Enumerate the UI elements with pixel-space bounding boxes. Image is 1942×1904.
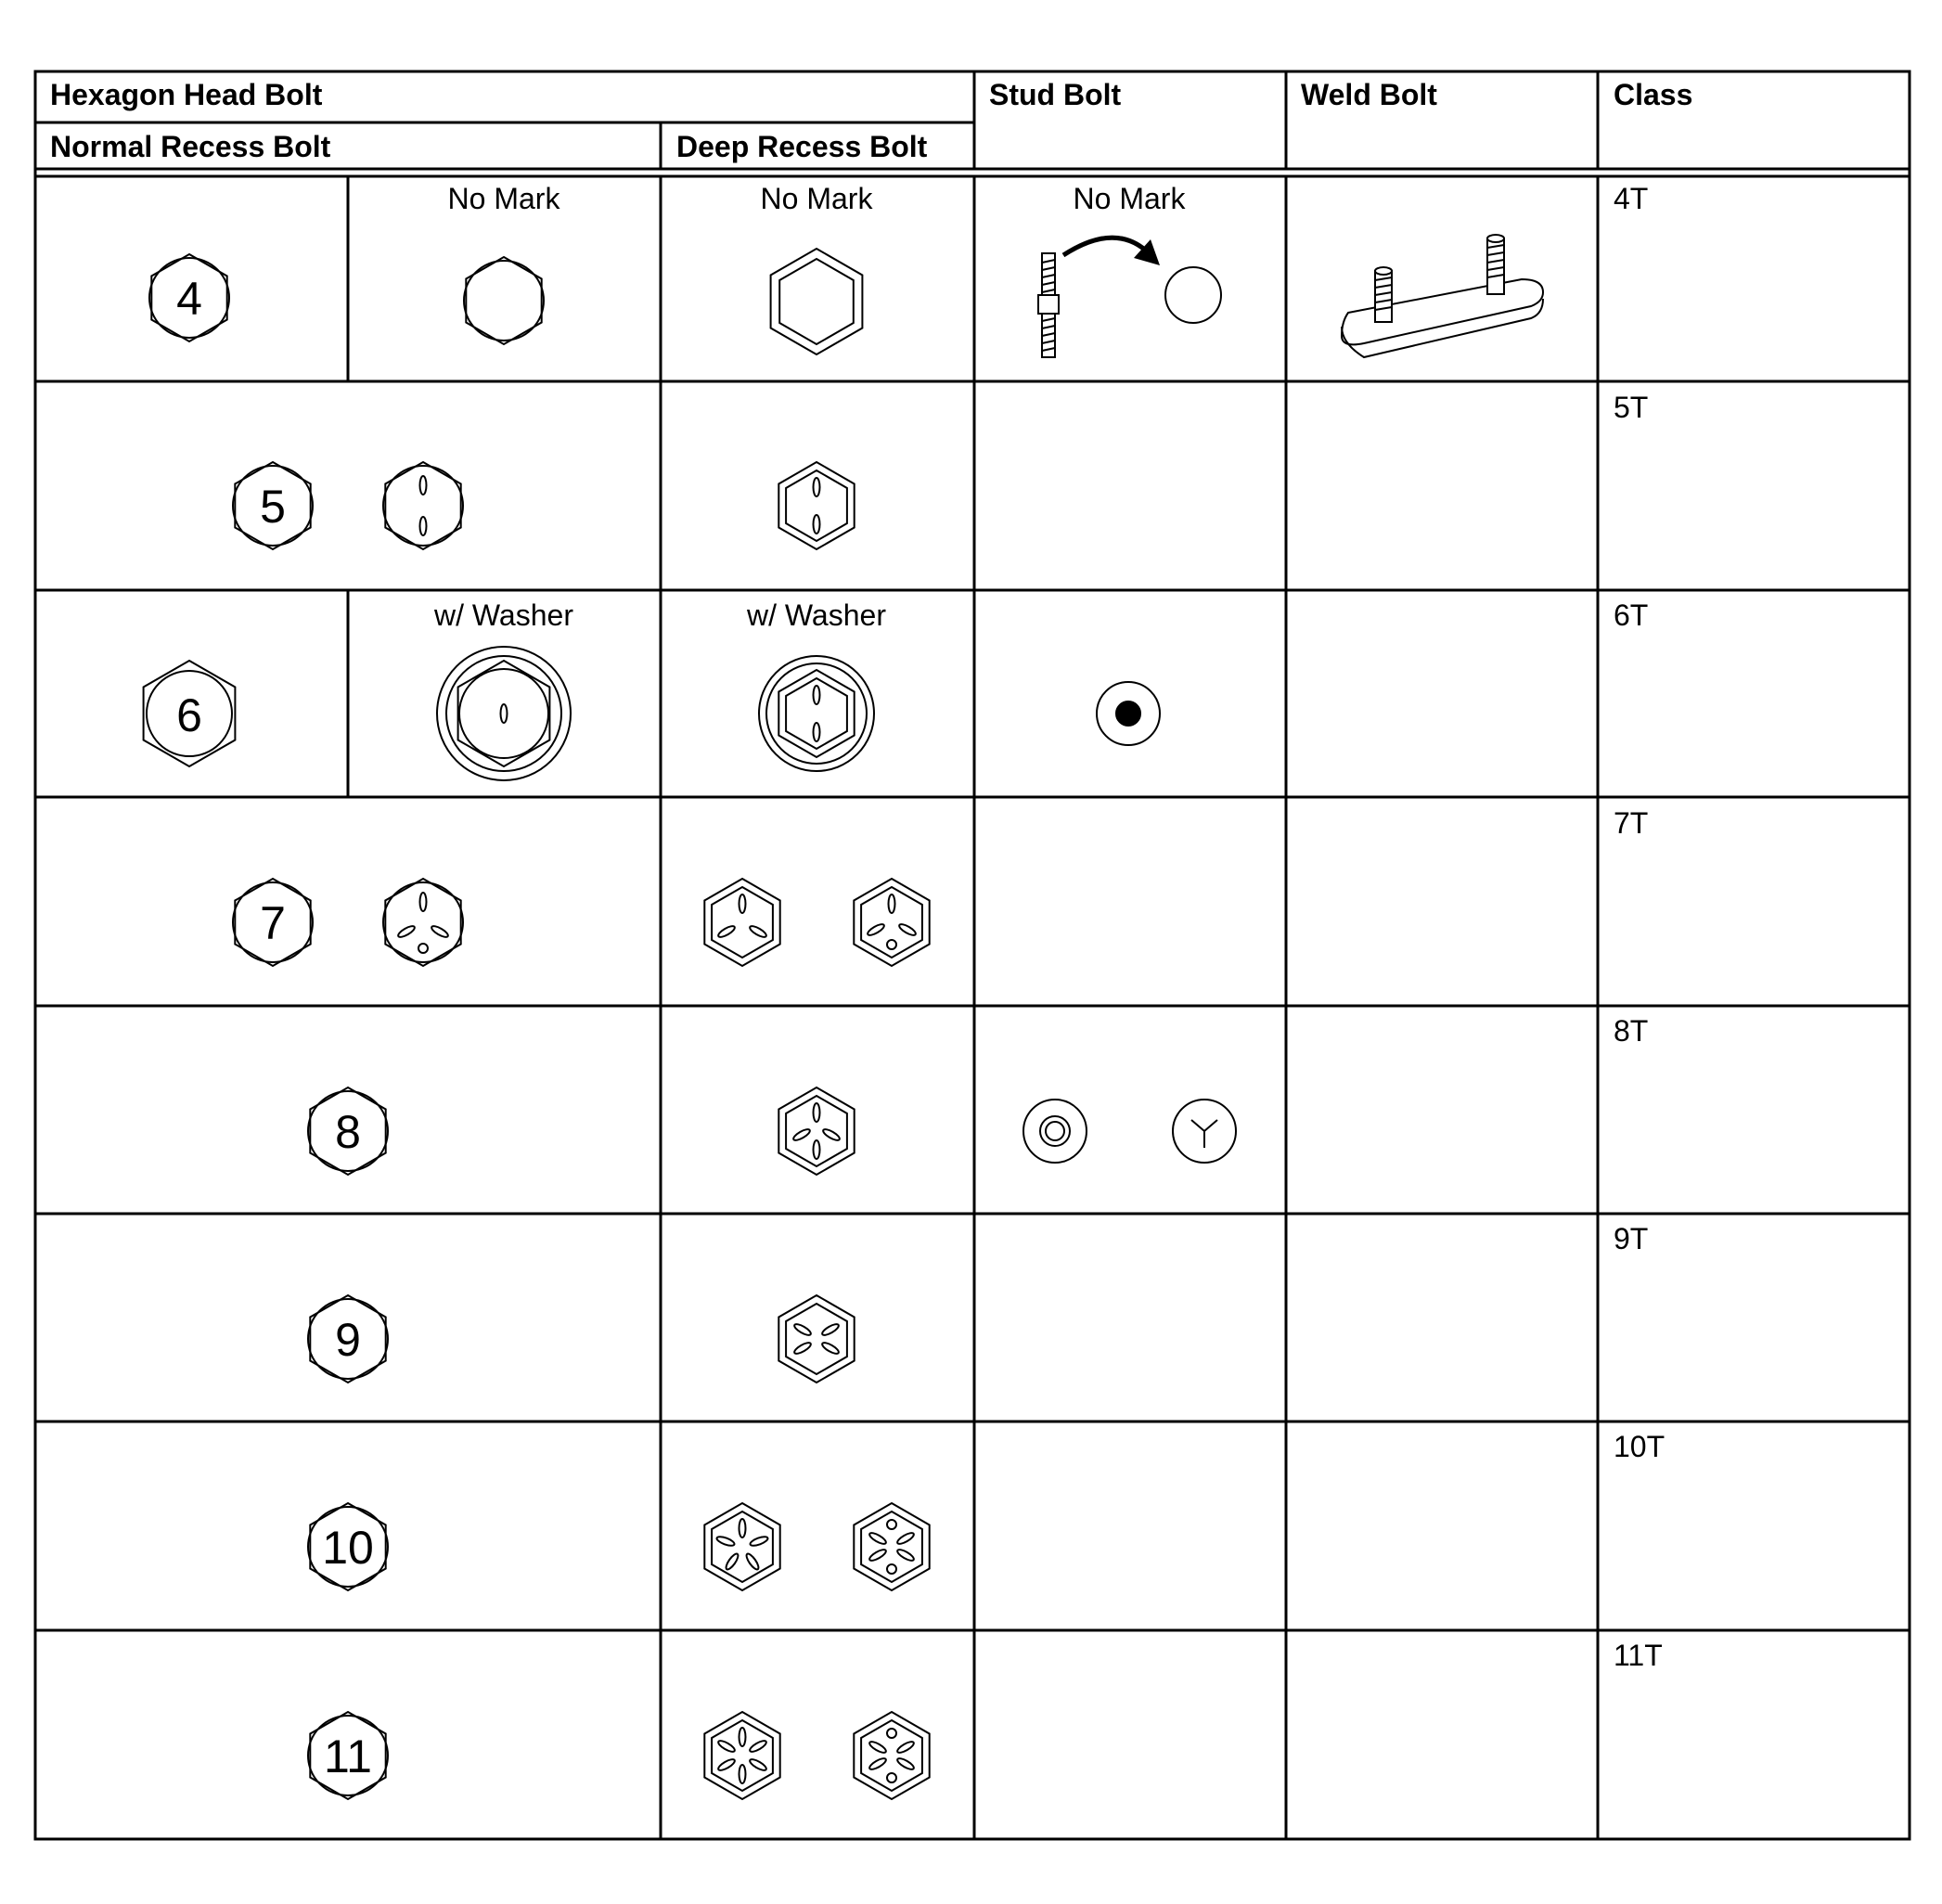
- hex-head-4-icon: [149, 254, 229, 341]
- head-number-7: 7: [260, 897, 286, 949]
- note-with-washer-normal: w/ Washer: [434, 598, 573, 632]
- table-grid: [35, 71, 1910, 1839]
- hex-head-8-icon: [308, 1087, 388, 1175]
- head-number-5: 5: [260, 481, 286, 533]
- header-class: Class: [1614, 78, 1693, 111]
- header-hexagon-head-bolt: Hexagon Head Bolt: [50, 78, 323, 111]
- head-number-9: 9: [335, 1314, 361, 1366]
- class-label-5t: 5T: [1614, 391, 1649, 424]
- deep-recess-washer-two-dash-icon: [759, 656, 874, 771]
- hex-head-5-icon: [233, 462, 313, 549]
- hex-head-10-icon: [308, 1503, 388, 1590]
- arrow-icon: [1063, 238, 1160, 265]
- class-label-8t: 8T: [1614, 1014, 1649, 1048]
- note-with-washer-deep: w/ Washer: [747, 598, 886, 632]
- class-label-11t: 11T: [1614, 1639, 1663, 1672]
- weld-bolt-icon: [1342, 235, 1543, 357]
- hex-no-mark-icon: [464, 257, 544, 344]
- note-no-mark-stud: No Mark: [1073, 182, 1186, 215]
- deep-recess-six-dash-icon: [704, 1712, 779, 1799]
- stud-dot-icon: [1097, 682, 1160, 745]
- deep-recess-no-mark-icon: [771, 249, 863, 354]
- stud-y-mark-icon: [1173, 1100, 1236, 1163]
- head-number-4: 4: [176, 273, 202, 325]
- class-label-7t: 7T: [1614, 806, 1649, 840]
- deep-recess-three-dash-dot-icon: [854, 879, 929, 966]
- deep-recess-two-dash-icon: [778, 462, 854, 549]
- class-label-9t: 9T: [1614, 1222, 1649, 1255]
- head-number-10: 10: [322, 1522, 374, 1574]
- class-label-6t: 6T: [1614, 598, 1649, 632]
- hex-three-mark-icon: [383, 879, 463, 966]
- stud-end-no-mark-icon: [1165, 267, 1221, 323]
- class-label-4t: 4T: [1614, 182, 1649, 215]
- header-deep-recess-bolt: Deep Recess Bolt: [676, 130, 928, 163]
- head-number-6: 6: [176, 689, 202, 741]
- deep-recess-four-dash-two-dot-icon: [854, 1503, 929, 1590]
- hex-head-11-icon: [308, 1712, 388, 1799]
- deep-recess-four-dash-icon: [778, 1087, 854, 1175]
- stud-double-ring-icon: [1023, 1100, 1087, 1163]
- note-no-mark-deep: No Mark: [760, 182, 873, 215]
- header-weld-bolt: Weld Bolt: [1301, 78, 1437, 111]
- deep-recess-three-dash-icon: [704, 879, 779, 966]
- deep-recess-four-diagonal-icon: [778, 1295, 854, 1383]
- stud-bolt-icon: [1038, 253, 1059, 357]
- header-normal-recess-bolt: Normal Recess Bolt: [50, 130, 331, 163]
- note-no-mark-normal: No Mark: [447, 182, 560, 215]
- hex-head-6-icon: [144, 661, 236, 766]
- hex-two-dash-icon: [383, 462, 463, 549]
- hex-head-9-icon: [308, 1295, 388, 1383]
- class-label-10t: 10T: [1614, 1430, 1665, 1463]
- deep-recess-four-dash-three-dot-icon: [854, 1712, 929, 1799]
- hex-washer-one-dash-icon: [437, 647, 571, 780]
- head-number-8: 8: [335, 1106, 361, 1158]
- head-number-11: 11: [324, 1730, 372, 1782]
- hex-head-7-icon: [233, 879, 313, 966]
- deep-recess-five-dash-icon: [704, 1503, 779, 1590]
- header-stud-bolt: Stud Bolt: [989, 78, 1122, 111]
